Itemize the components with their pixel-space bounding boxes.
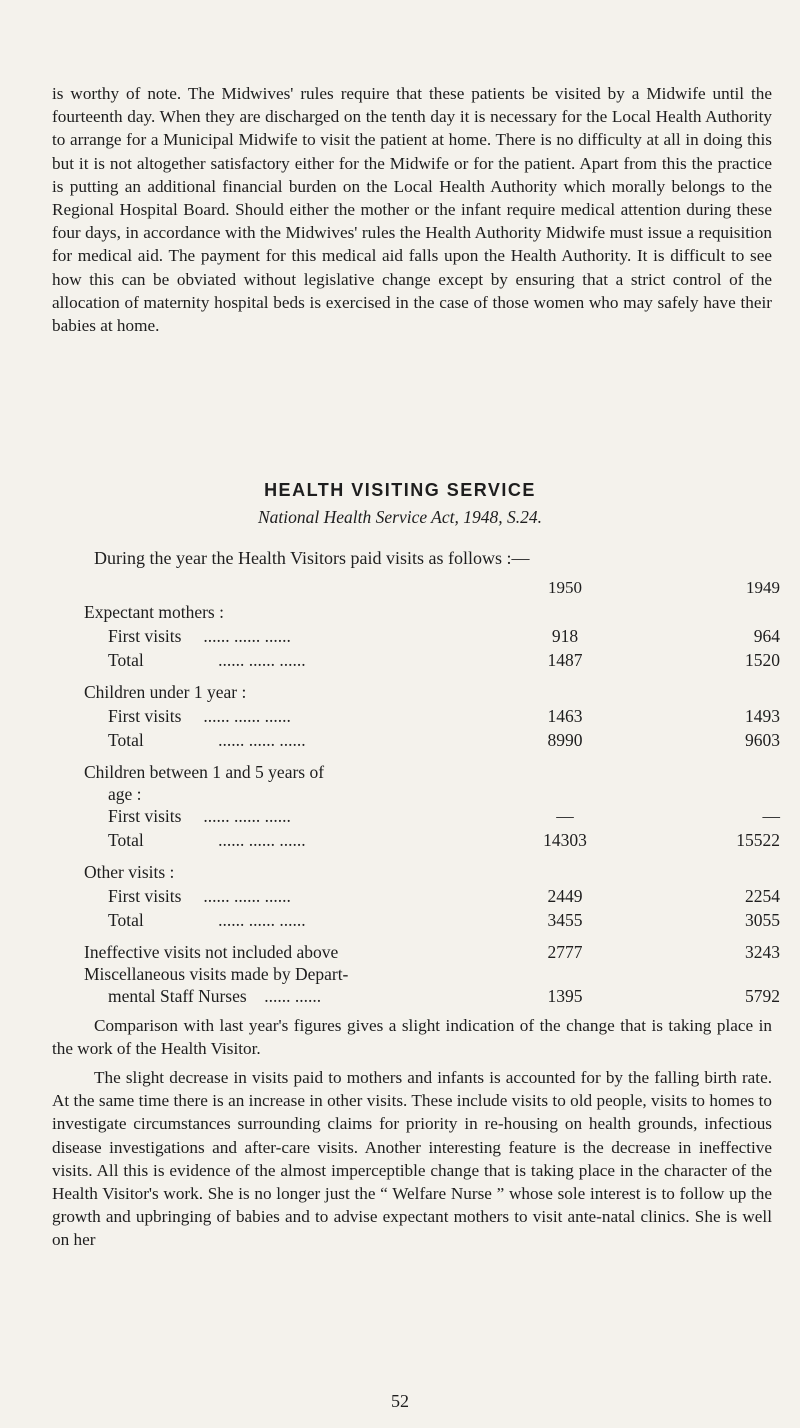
table-row: Total ...... ...... ...... 3455 3055: [108, 910, 780, 930]
group-title: Children under 1 year :: [84, 682, 247, 702]
group-title: Children between 1 and 5 years of: [84, 762, 325, 782]
group-title: Expectant mothers :: [84, 602, 224, 622]
table-row-misc: Miscellaneous visits made by Depart-: [84, 964, 349, 984]
intro-paragraph: is worthy of note. The Midwives' rules require that these patients be visited by a Midwife until the fourteenth day. When they are discharged on the tenth day it is necessary for the Local Health Authority to arrange for a Municipal Midwife to visit the patient at home. There is no difficulty at all in doing this but it is not altogether satisfactory either for the Midwife or for the patient. Apart from this the practice is putting an additional financial burden on the Local Health Authority which morally belongs to the Regional Hospital Board. Should either the mother or the infant require medical attention during these four days, in accordance with the Midwives' rules the Health Authority Midwife must issue a requisition for medical aid. The payment for this medical aid falls upon the Health Authority. It is difficult to see how this can be obviated without legislative change except by ensuring that a strict control of the allocation of maternity hospital beds is exercised in the case of those women who may safely have their babies at home.: [52, 84, 772, 336]
table-row: Total ...... ...... ...... 8990 9603: [108, 730, 780, 750]
table-row: First visits ...... ...... ...... 918 964: [108, 626, 780, 646]
table-row-ineffective: Ineffective visits not included above 2777 3243: [84, 942, 780, 962]
table-row: First visits ...... ...... ...... — —: [108, 806, 780, 826]
table-lead: During the year the Health Visitors paid visits as follows :—: [94, 548, 530, 568]
col-1950-header: 1950: [548, 578, 582, 597]
col-1949-header: 1949: [746, 578, 780, 597]
page-number: 52: [391, 1391, 409, 1411]
table-row: Total ...... ...... ...... 14303 15522: [108, 830, 780, 850]
table-header: [0, 576, 800, 600]
table-row-misc-cont: mental Staff Nurses ...... ...... 1395 5792: [108, 986, 780, 1006]
section-subtitle: National Health Service Act, 1948, S.24.: [257, 507, 542, 527]
section-title: HEALTH VISITING SERVICE: [264, 480, 536, 500]
group-title-cont: age :: [108, 784, 142, 804]
group-title: Other visits :: [84, 862, 175, 882]
table-row: First visits ...... ...... ...... 1463 1493: [108, 706, 780, 726]
table-row: First visits ...... ...... ...... 2449 2254: [108, 886, 780, 906]
table-row: Total ...... ...... ...... 1487 1520: [108, 650, 780, 670]
discussion-paragraph: The slight decrease in visits paid to mothers and infants is accounted for by the falling birth rate. At the same time there is an increase in other visits. These include visits to old people, visits to homes to investigate circumstances surrounding claims for priority in re-housing on health grounds, infectious disease investigations and after-care visits. Another interesting feature is the decrease in ineffective visits. All this is evidence of the almost imperceptible change that is taking place in the character of the Health Visitor's work. She is no longer just the “ Welfare Nurse ” whose sole interest is to follow up the growth and upbringing of babies and to advise expectant mothers to visit ante-natal clinics. She is well on her: [52, 1068, 772, 1250]
comparison-paragraph: Comparison with last year's figures gives a slight indication of the change that is taking place in the work of the Health Visitor.: [52, 1016, 772, 1059]
